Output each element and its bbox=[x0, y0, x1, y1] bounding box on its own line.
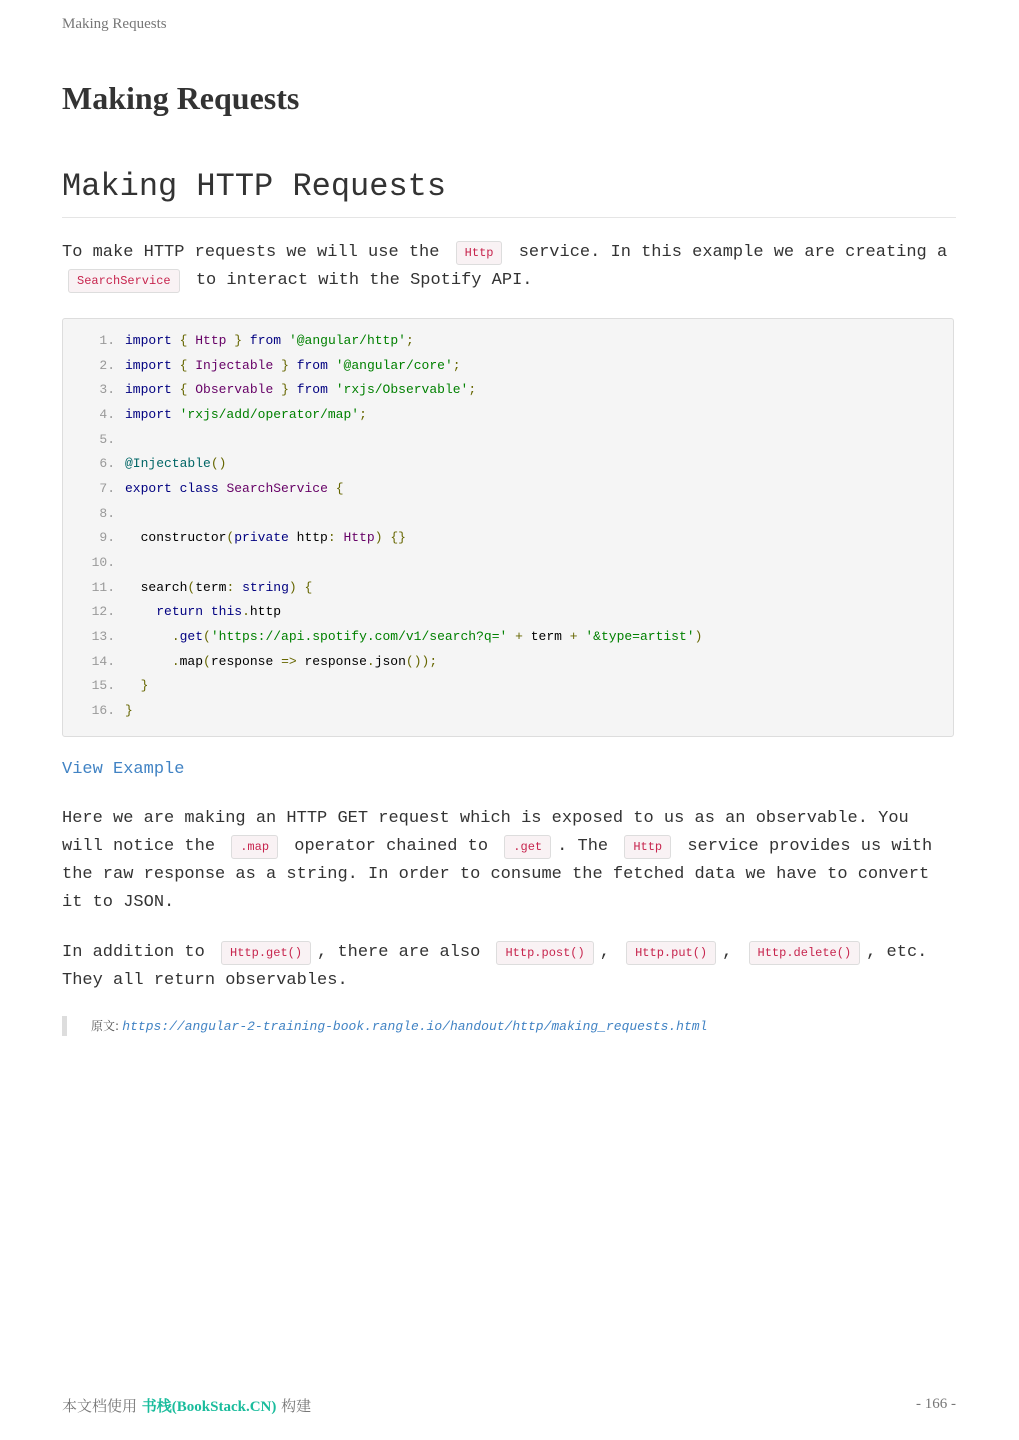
line-number: 2. bbox=[99, 357, 115, 373]
code-token: ) bbox=[694, 628, 703, 644]
code-token: from bbox=[296, 357, 328, 373]
code-block bbox=[62, 318, 954, 737]
code-token: from bbox=[296, 382, 328, 398]
source-link[interactable]: https://angular-2-training-book.rangle.io/handout/http/making_requests.html bbox=[122, 1019, 708, 1034]
code-token bbox=[289, 382, 297, 397]
code-line bbox=[63, 329, 953, 354]
code-token: class bbox=[179, 480, 219, 496]
code-token: : bbox=[327, 530, 336, 546]
line-number: 1. bbox=[99, 333, 115, 348]
inline-code-searchservice: SearchService bbox=[68, 269, 180, 293]
code-line bbox=[63, 452, 953, 477]
code-token: { bbox=[179, 357, 188, 373]
code-token bbox=[172, 407, 180, 422]
code-token: 'rxjs/Observable' bbox=[335, 382, 469, 398]
code-token: '@angular/core' bbox=[335, 357, 453, 373]
code-token bbox=[242, 333, 250, 348]
explanation-paragraph bbox=[62, 805, 956, 917]
running-header: Making Requests bbox=[62, 16, 167, 32]
page-title: Making Requests bbox=[62, 80, 300, 116]
code-token: term bbox=[522, 628, 570, 644]
code-line bbox=[63, 625, 953, 650]
code-token: response bbox=[296, 653, 367, 669]
section-heading: Making HTTP Requests bbox=[62, 168, 956, 218]
code-token: : bbox=[226, 579, 235, 595]
line-number: 7. bbox=[99, 480, 115, 496]
code-token: + bbox=[515, 628, 523, 644]
line-number: 4. bbox=[99, 406, 115, 422]
code-line bbox=[63, 650, 953, 675]
code-token: } bbox=[281, 357, 289, 373]
code-token: private bbox=[234, 530, 289, 546]
line-number: 11. bbox=[91, 579, 115, 595]
code-token: . bbox=[242, 604, 250, 620]
code-token: 'rxjs/add/operator/map' bbox=[179, 406, 360, 422]
source-blockquote bbox=[62, 1016, 707, 1036]
code-token: import bbox=[125, 333, 172, 348]
code-token: + bbox=[569, 628, 578, 644]
line-number: 10. bbox=[91, 554, 115, 570]
code-token: get bbox=[179, 628, 204, 644]
code-token: {} bbox=[390, 530, 406, 546]
line-number: 8. bbox=[99, 505, 115, 521]
code-token bbox=[328, 358, 336, 373]
code-token: ; bbox=[405, 333, 414, 348]
line-number: 16. bbox=[91, 702, 115, 718]
code-token: { bbox=[179, 382, 188, 398]
code-token: from bbox=[249, 333, 282, 348]
inline-code-http-delete: Http.delete() bbox=[749, 941, 861, 965]
code-token: return bbox=[156, 604, 204, 620]
view-example-link[interactable]: View Example bbox=[62, 760, 185, 779]
code-token: ( bbox=[203, 653, 211, 669]
code-token: { bbox=[304, 579, 313, 595]
code-token: Http bbox=[195, 333, 227, 348]
intro-text-3: to interact with the Spotify API. bbox=[195, 271, 533, 290]
inline-code-get: .get bbox=[504, 835, 551, 859]
code-token: constructor bbox=[125, 530, 227, 546]
code-token: this bbox=[210, 604, 243, 620]
code-token bbox=[125, 604, 156, 619]
code-token bbox=[234, 580, 242, 595]
p3-text-4: , bbox=[722, 943, 733, 962]
code-token bbox=[172, 481, 180, 496]
page-number: - 166 - bbox=[916, 1396, 956, 1412]
code-token: import bbox=[125, 406, 172, 422]
code-token: { bbox=[179, 333, 188, 348]
line-number: 15. bbox=[91, 678, 115, 694]
code-token: response bbox=[210, 653, 282, 669]
footer-suffix: 构建 bbox=[281, 1397, 312, 1415]
footer-prefix: 本文档使用 bbox=[62, 1397, 138, 1415]
code-token: SearchService bbox=[226, 480, 328, 496]
code-line bbox=[63, 502, 953, 527]
p2-text-2: operator chained to bbox=[294, 837, 489, 856]
code-line bbox=[63, 600, 953, 625]
line-number: 13. bbox=[91, 628, 115, 644]
code-line bbox=[63, 403, 953, 428]
code-token: ; bbox=[359, 406, 367, 422]
code-token: ( bbox=[226, 530, 235, 546]
code-token: '@angular/http' bbox=[288, 333, 406, 348]
methods-paragraph bbox=[62, 939, 956, 995]
p3-text-5: , etc. They all return observables. bbox=[62, 943, 928, 990]
code-token: http bbox=[288, 530, 328, 546]
line-number: 14. bbox=[91, 653, 115, 669]
p2-text-3: . The bbox=[557, 837, 609, 856]
code-token: @Injectable bbox=[125, 456, 211, 472]
line-number: 6. bbox=[99, 456, 115, 472]
code-token bbox=[203, 604, 211, 619]
source-label: 原文: bbox=[91, 1019, 120, 1033]
inline-code-http-put: Http.put() bbox=[626, 941, 716, 965]
code-token: . bbox=[366, 653, 375, 669]
code-token bbox=[297, 580, 305, 595]
code-line bbox=[63, 674, 953, 699]
code-token: search bbox=[125, 579, 188, 595]
code-token: . bbox=[171, 653, 180, 669]
code-token: string bbox=[242, 579, 289, 595]
code-token bbox=[289, 358, 297, 373]
code-token: ; bbox=[452, 357, 461, 373]
code-token: term bbox=[195, 579, 227, 595]
p3-text-1: In addition to bbox=[62, 943, 205, 962]
code-line bbox=[63, 526, 953, 551]
code-token: import bbox=[125, 357, 172, 373]
code-token: ) bbox=[374, 530, 383, 546]
code-token: map bbox=[179, 653, 204, 669]
line-number: 3. bbox=[99, 382, 115, 398]
code-token bbox=[273, 358, 281, 373]
code-token bbox=[172, 333, 180, 348]
line-number: 5. bbox=[99, 431, 115, 447]
inline-code-http-2: Http bbox=[624, 835, 671, 859]
code-token: json bbox=[374, 653, 406, 669]
code-token: ; bbox=[468, 382, 477, 398]
intro-paragraph bbox=[62, 239, 956, 295]
code-line bbox=[63, 378, 953, 403]
code-token bbox=[125, 678, 141, 693]
code-line bbox=[63, 477, 953, 502]
code-token: import bbox=[125, 382, 172, 398]
inline-code-http-post: Http.post() bbox=[496, 941, 593, 965]
code-token: Observable bbox=[195, 382, 274, 398]
code-line bbox=[63, 699, 953, 724]
code-token bbox=[507, 629, 515, 644]
code-token: } bbox=[234, 333, 243, 348]
inline-code-map: .map bbox=[231, 835, 278, 859]
line-number: 12. bbox=[91, 604, 115, 620]
code-token bbox=[172, 382, 180, 397]
code-token bbox=[328, 481, 336, 496]
p2-text-1: Here we are making an HTTP GET request which is exposed to us as an observable. You will notice the bbox=[62, 809, 909, 856]
p2-text-4: service provides us with the raw response as a string. In order to consume the fetched data we have to convert it to JSON. bbox=[62, 837, 933, 912]
code-token bbox=[273, 382, 281, 397]
footer-brand-link[interactable]: 书栈(BookStack.CN) bbox=[141, 1399, 277, 1415]
code-token bbox=[125, 629, 172, 644]
footer-credit bbox=[62, 1395, 311, 1416]
code-token bbox=[281, 333, 289, 348]
line-number: 9. bbox=[99, 530, 115, 546]
code-token: export bbox=[125, 480, 172, 496]
intro-text-2: service. In this example we are creating a bbox=[518, 243, 948, 262]
code-token: } bbox=[281, 382, 289, 398]
code-token: } bbox=[140, 678, 149, 694]
code-line bbox=[63, 354, 953, 379]
intro-text-1: To make HTTP requests we will use the bbox=[62, 243, 440, 262]
code-token: ( bbox=[203, 628, 211, 644]
code-token: { bbox=[335, 480, 344, 496]
code-line bbox=[63, 551, 953, 576]
code-token: Http bbox=[343, 530, 375, 546]
code-token: '&type=artist' bbox=[585, 628, 695, 644]
code-token bbox=[172, 358, 180, 373]
code-line bbox=[63, 576, 953, 601]
code-token: => bbox=[281, 653, 297, 669]
code-token: () bbox=[210, 456, 227, 472]
code-token: ) bbox=[288, 579, 297, 595]
p3-text-3: , bbox=[599, 943, 610, 962]
p3-text-2: , there are also bbox=[317, 943, 481, 962]
code-token: . bbox=[171, 628, 180, 644]
code-token: Injectable bbox=[195, 357, 274, 373]
code-token: ()); bbox=[405, 653, 438, 669]
code-token: } bbox=[125, 702, 133, 718]
code-token: http bbox=[249, 604, 282, 620]
code-token bbox=[125, 654, 172, 669]
code-token bbox=[328, 382, 336, 397]
inline-code-http-get: Http.get() bbox=[221, 941, 311, 965]
code-line bbox=[63, 428, 953, 453]
code-token: 'https://api.spotify.com/v1/search?q=' bbox=[210, 628, 508, 644]
code-token: ( bbox=[187, 579, 196, 595]
inline-code-http: Http bbox=[456, 241, 503, 265]
